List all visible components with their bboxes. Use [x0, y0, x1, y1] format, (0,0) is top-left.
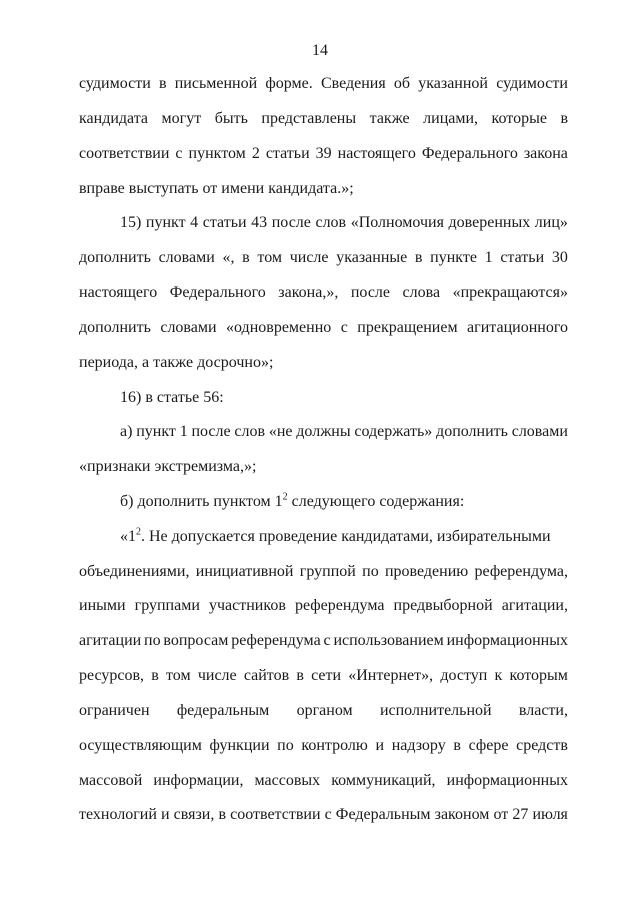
word: агитации,: [501, 597, 568, 614]
word: дополнить: [79, 249, 151, 266]
word: представлены: [261, 110, 357, 127]
word: словами: [158, 249, 215, 266]
word: том: [166, 667, 191, 684]
word: пункт: [136, 423, 176, 440]
text-line: [79, 770, 568, 792]
word: агитации: [79, 632, 142, 649]
word: связи,: [173, 806, 215, 823]
text-line: [120, 421, 568, 443]
word: судимости: [496, 75, 568, 92]
word: «Интернет»,: [348, 667, 434, 684]
word: могут: [161, 110, 202, 127]
word: агитационного: [467, 319, 568, 336]
text-line: [120, 212, 568, 234]
word: а): [120, 423, 133, 440]
word: федеральным: [176, 702, 270, 719]
word: в: [453, 737, 461, 754]
word: также: [369, 110, 410, 127]
word: с: [323, 632, 331, 649]
word: по: [362, 563, 379, 580]
text-fragment: [120, 526, 551, 548]
word: пунктом: [188, 145, 246, 162]
text-line: [79, 735, 568, 757]
text-line: 16) в статье 56:: [120, 389, 224, 406]
word: в: [560, 110, 568, 127]
word: и: [161, 806, 170, 823]
word: ресурсов,: [79, 667, 145, 684]
word: надзору: [391, 737, 446, 754]
word: Федерального: [421, 145, 518, 162]
text-fragment: б) дополнить пунктом 1: [120, 493, 283, 510]
word: лицами,: [423, 110, 479, 127]
word: том: [257, 249, 283, 266]
text-line: [79, 630, 568, 652]
word: информации,: [153, 772, 244, 789]
word: письменной: [174, 75, 258, 92]
word: информационных: [446, 632, 568, 649]
text-line: [79, 317, 568, 339]
text-line: [79, 247, 568, 269]
word: судимости: [79, 75, 151, 92]
word: «,: [222, 249, 235, 266]
word: 1: [484, 249, 493, 266]
word: дополнить: [436, 423, 508, 440]
word: инициативной: [195, 563, 294, 580]
word: после: [271, 214, 311, 231]
text-line: [120, 491, 568, 513]
word: настоящего: [337, 145, 416, 162]
word: использованием: [333, 632, 444, 649]
word: органом: [296, 702, 353, 719]
word: 43: [251, 214, 268, 231]
page-number: 14: [312, 42, 328, 59]
word: 4: [190, 214, 199, 231]
word: 2: [251, 145, 260, 162]
word: в: [218, 806, 226, 823]
word: исполнительной: [379, 702, 492, 719]
word: после: [191, 423, 231, 440]
text-fragment: . Не допускается проведение кандидатами, избирательными: [141, 528, 551, 545]
word: форме.: [265, 75, 313, 92]
text-line: «признаки экстремизма,»;: [79, 458, 257, 475]
word: «Полномочия: [350, 214, 444, 231]
word: должны: [296, 423, 351, 440]
word: 39: [315, 145, 332, 162]
word: средств: [516, 737, 568, 754]
word: соответствии: [79, 145, 170, 162]
word: лиц»: [534, 214, 568, 231]
word: кандидата: [79, 110, 149, 127]
text-line: вправе выступать от имени кандидата.»;: [79, 180, 354, 197]
text-line: [120, 526, 568, 548]
text-line: [79, 665, 568, 687]
word: сети: [311, 667, 342, 684]
word: информационных: [446, 772, 568, 789]
superscript: 2: [136, 526, 141, 538]
word: словами: [160, 319, 217, 336]
word: ограничен: [79, 702, 150, 719]
word: слова: [402, 284, 441, 301]
word: слов: [234, 423, 266, 440]
word: дополнить: [79, 319, 151, 336]
word: статьи: [265, 145, 310, 162]
word: и: [375, 737, 385, 754]
word: 15): [120, 214, 142, 231]
word: слов: [315, 214, 347, 231]
superscript: 2: [282, 491, 288, 503]
word: 27: [512, 806, 529, 823]
word: об: [393, 75, 411, 92]
word: сайтов: [243, 667, 290, 684]
text-line: [79, 143, 568, 165]
word: вопросам: [163, 632, 229, 649]
text-line: [79, 282, 568, 304]
word: массовых: [254, 772, 321, 789]
text-fragment: следующего содержания:: [287, 493, 465, 510]
text-line: [79, 73, 568, 95]
word: настоящего: [79, 284, 158, 301]
word: пункте: [430, 249, 477, 266]
word: соответствии: [230, 806, 321, 823]
word: «одновременно: [226, 319, 332, 336]
word: функции: [209, 737, 270, 754]
word: доверенных: [448, 214, 531, 231]
word: словами: [511, 423, 568, 440]
word: указанной: [418, 75, 488, 92]
word: в: [296, 667, 304, 684]
word: предвыборной: [393, 597, 493, 614]
word: к: [494, 667, 503, 684]
word: июля: [532, 806, 568, 823]
word: в: [242, 249, 250, 266]
word: массовой: [79, 772, 143, 789]
word: законом: [434, 806, 490, 823]
word: референдума: [231, 632, 321, 649]
word: референдума,: [474, 563, 568, 580]
word: по: [277, 737, 294, 754]
word: в: [414, 249, 423, 266]
word: числе: [289, 249, 329, 266]
word: группой: [299, 563, 356, 580]
word: после: [350, 284, 391, 301]
word: закона,»,: [278, 284, 339, 301]
word: закона: [523, 145, 568, 162]
text-fragment: «1: [120, 528, 136, 545]
word: сфере: [468, 737, 509, 754]
text-line: [79, 595, 568, 617]
word: осуществляющим: [79, 737, 202, 754]
word: доступ: [440, 667, 488, 684]
word: референдума: [294, 597, 385, 614]
word: с: [340, 319, 348, 336]
word: технологий: [79, 806, 157, 823]
word: 30: [551, 249, 568, 266]
word: «прекращаются»: [452, 284, 568, 301]
word: Федерального: [169, 284, 266, 301]
text-line: [79, 561, 568, 583]
word: прекращением: [357, 319, 458, 336]
word: которым: [509, 667, 568, 684]
word: числе: [197, 667, 237, 684]
word: власти,: [518, 702, 568, 719]
word: Федеральным: [335, 806, 431, 823]
word: иными: [79, 597, 126, 614]
text-line: [79, 804, 568, 826]
word: содержать»: [354, 423, 433, 440]
text-line: [79, 108, 568, 130]
word: группами: [134, 597, 200, 614]
word: статьи: [202, 214, 247, 231]
word: пункт: [145, 214, 186, 231]
word: контролю: [301, 737, 368, 754]
word: проведению: [384, 563, 469, 580]
word: быть: [214, 110, 248, 127]
text-line: периода, а также досрочно»;: [79, 354, 274, 371]
word: участников: [208, 597, 286, 614]
word: «не: [268, 423, 293, 440]
word: по: [144, 632, 161, 649]
word: в: [151, 667, 159, 684]
word: Сведения: [320, 75, 386, 92]
word: указанные: [336, 249, 408, 266]
word: которые: [491, 110, 547, 127]
word: объединениями,: [79, 563, 190, 580]
text-line: [79, 700, 568, 722]
word: от: [493, 806, 509, 823]
word: статьи: [500, 249, 545, 266]
word: 1: [179, 423, 188, 440]
word: с: [324, 806, 332, 823]
word: в: [158, 75, 167, 92]
word: с: [175, 145, 183, 162]
word: коммуникаций,: [331, 772, 436, 789]
